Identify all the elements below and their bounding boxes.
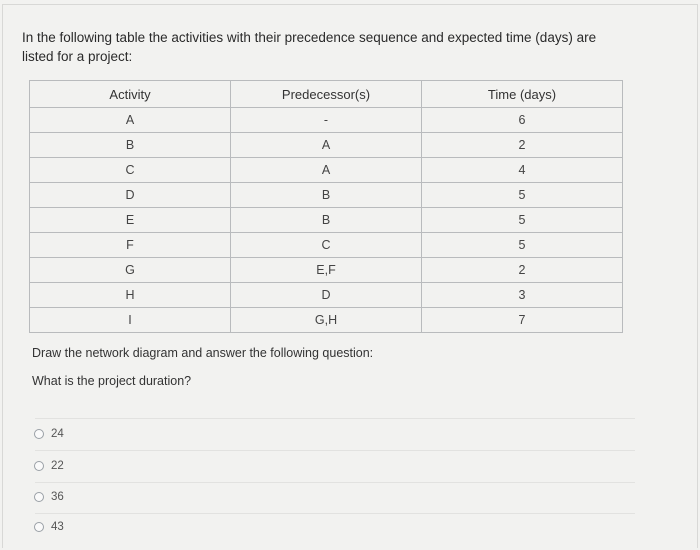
time-cell: 2 <box>422 133 623 158</box>
time-cell: 6 <box>422 108 623 133</box>
activity-cell: F <box>30 233 231 258</box>
time-cell: 3 <box>422 283 623 308</box>
radio-button-icon[interactable] <box>34 522 44 532</box>
table-row <box>30 258 623 283</box>
predecessor-cell: A <box>231 158 422 183</box>
option-label: 43 <box>51 521 64 533</box>
table-header-row <box>30 81 623 108</box>
table-row <box>30 133 623 158</box>
time-cell: 2 <box>422 258 623 283</box>
predecessor-cell: B <box>231 183 422 208</box>
predecessor-cell: C <box>231 233 422 258</box>
option-label: 22 <box>51 460 64 472</box>
problem-intro: In the following table the activities with their precedence sequence and expected time (days) are listed for a project: <box>22 30 597 64</box>
header-activity: Activity <box>30 81 231 108</box>
activity-table <box>29 80 623 333</box>
instruction-text: Draw the network diagram and answer the following question: <box>32 346 374 360</box>
activity-cell: D <box>30 183 231 208</box>
time-cell: 7 <box>422 308 623 333</box>
option-divider <box>35 450 635 451</box>
table-row <box>30 233 623 258</box>
predecessor-cell: - <box>231 108 422 133</box>
time-cell: 5 <box>422 183 623 208</box>
time-cell: 5 <box>422 233 623 258</box>
table-row <box>30 283 623 308</box>
table-row <box>30 308 623 333</box>
radio-button-icon[interactable] <box>34 461 44 471</box>
time-cell: 5 <box>422 208 623 233</box>
activity-cell: H <box>30 283 231 308</box>
table-row <box>30 183 623 208</box>
answer-option-1[interactable] <box>34 424 64 444</box>
time-cell: 4 <box>422 158 623 183</box>
answer-option-2[interactable] <box>34 456 64 476</box>
header-predecessors: Predecessor(s) <box>231 81 422 108</box>
table-row <box>30 208 623 233</box>
predecessor-cell: D <box>231 283 422 308</box>
activity-cell: C <box>30 158 231 183</box>
option-divider <box>35 513 635 514</box>
answer-option-4[interactable] <box>34 517 64 537</box>
radio-button-icon[interactable] <box>34 429 44 439</box>
predecessor-cell: B <box>231 208 422 233</box>
option-divider <box>35 418 635 419</box>
activity-cell: B <box>30 133 231 158</box>
answer-option-3[interactable] <box>34 487 64 507</box>
table-row <box>30 108 623 133</box>
activity-cell: E <box>30 208 231 233</box>
option-label: 36 <box>51 491 64 503</box>
header-time: Time (days) <box>422 81 623 108</box>
predecessor-cell: A <box>231 133 422 158</box>
question-text: What is the project duration? <box>32 374 192 388</box>
activity-cell: I <box>30 308 231 333</box>
predecessor-cell: G,H <box>231 308 422 333</box>
option-label: 24 <box>51 428 64 440</box>
predecessor-cell: E,F <box>231 258 422 283</box>
option-divider <box>35 482 635 483</box>
radio-button-icon[interactable] <box>34 492 44 502</box>
activity-cell: A <box>30 108 231 133</box>
activity-cell: G <box>30 258 231 283</box>
table-row <box>30 158 623 183</box>
